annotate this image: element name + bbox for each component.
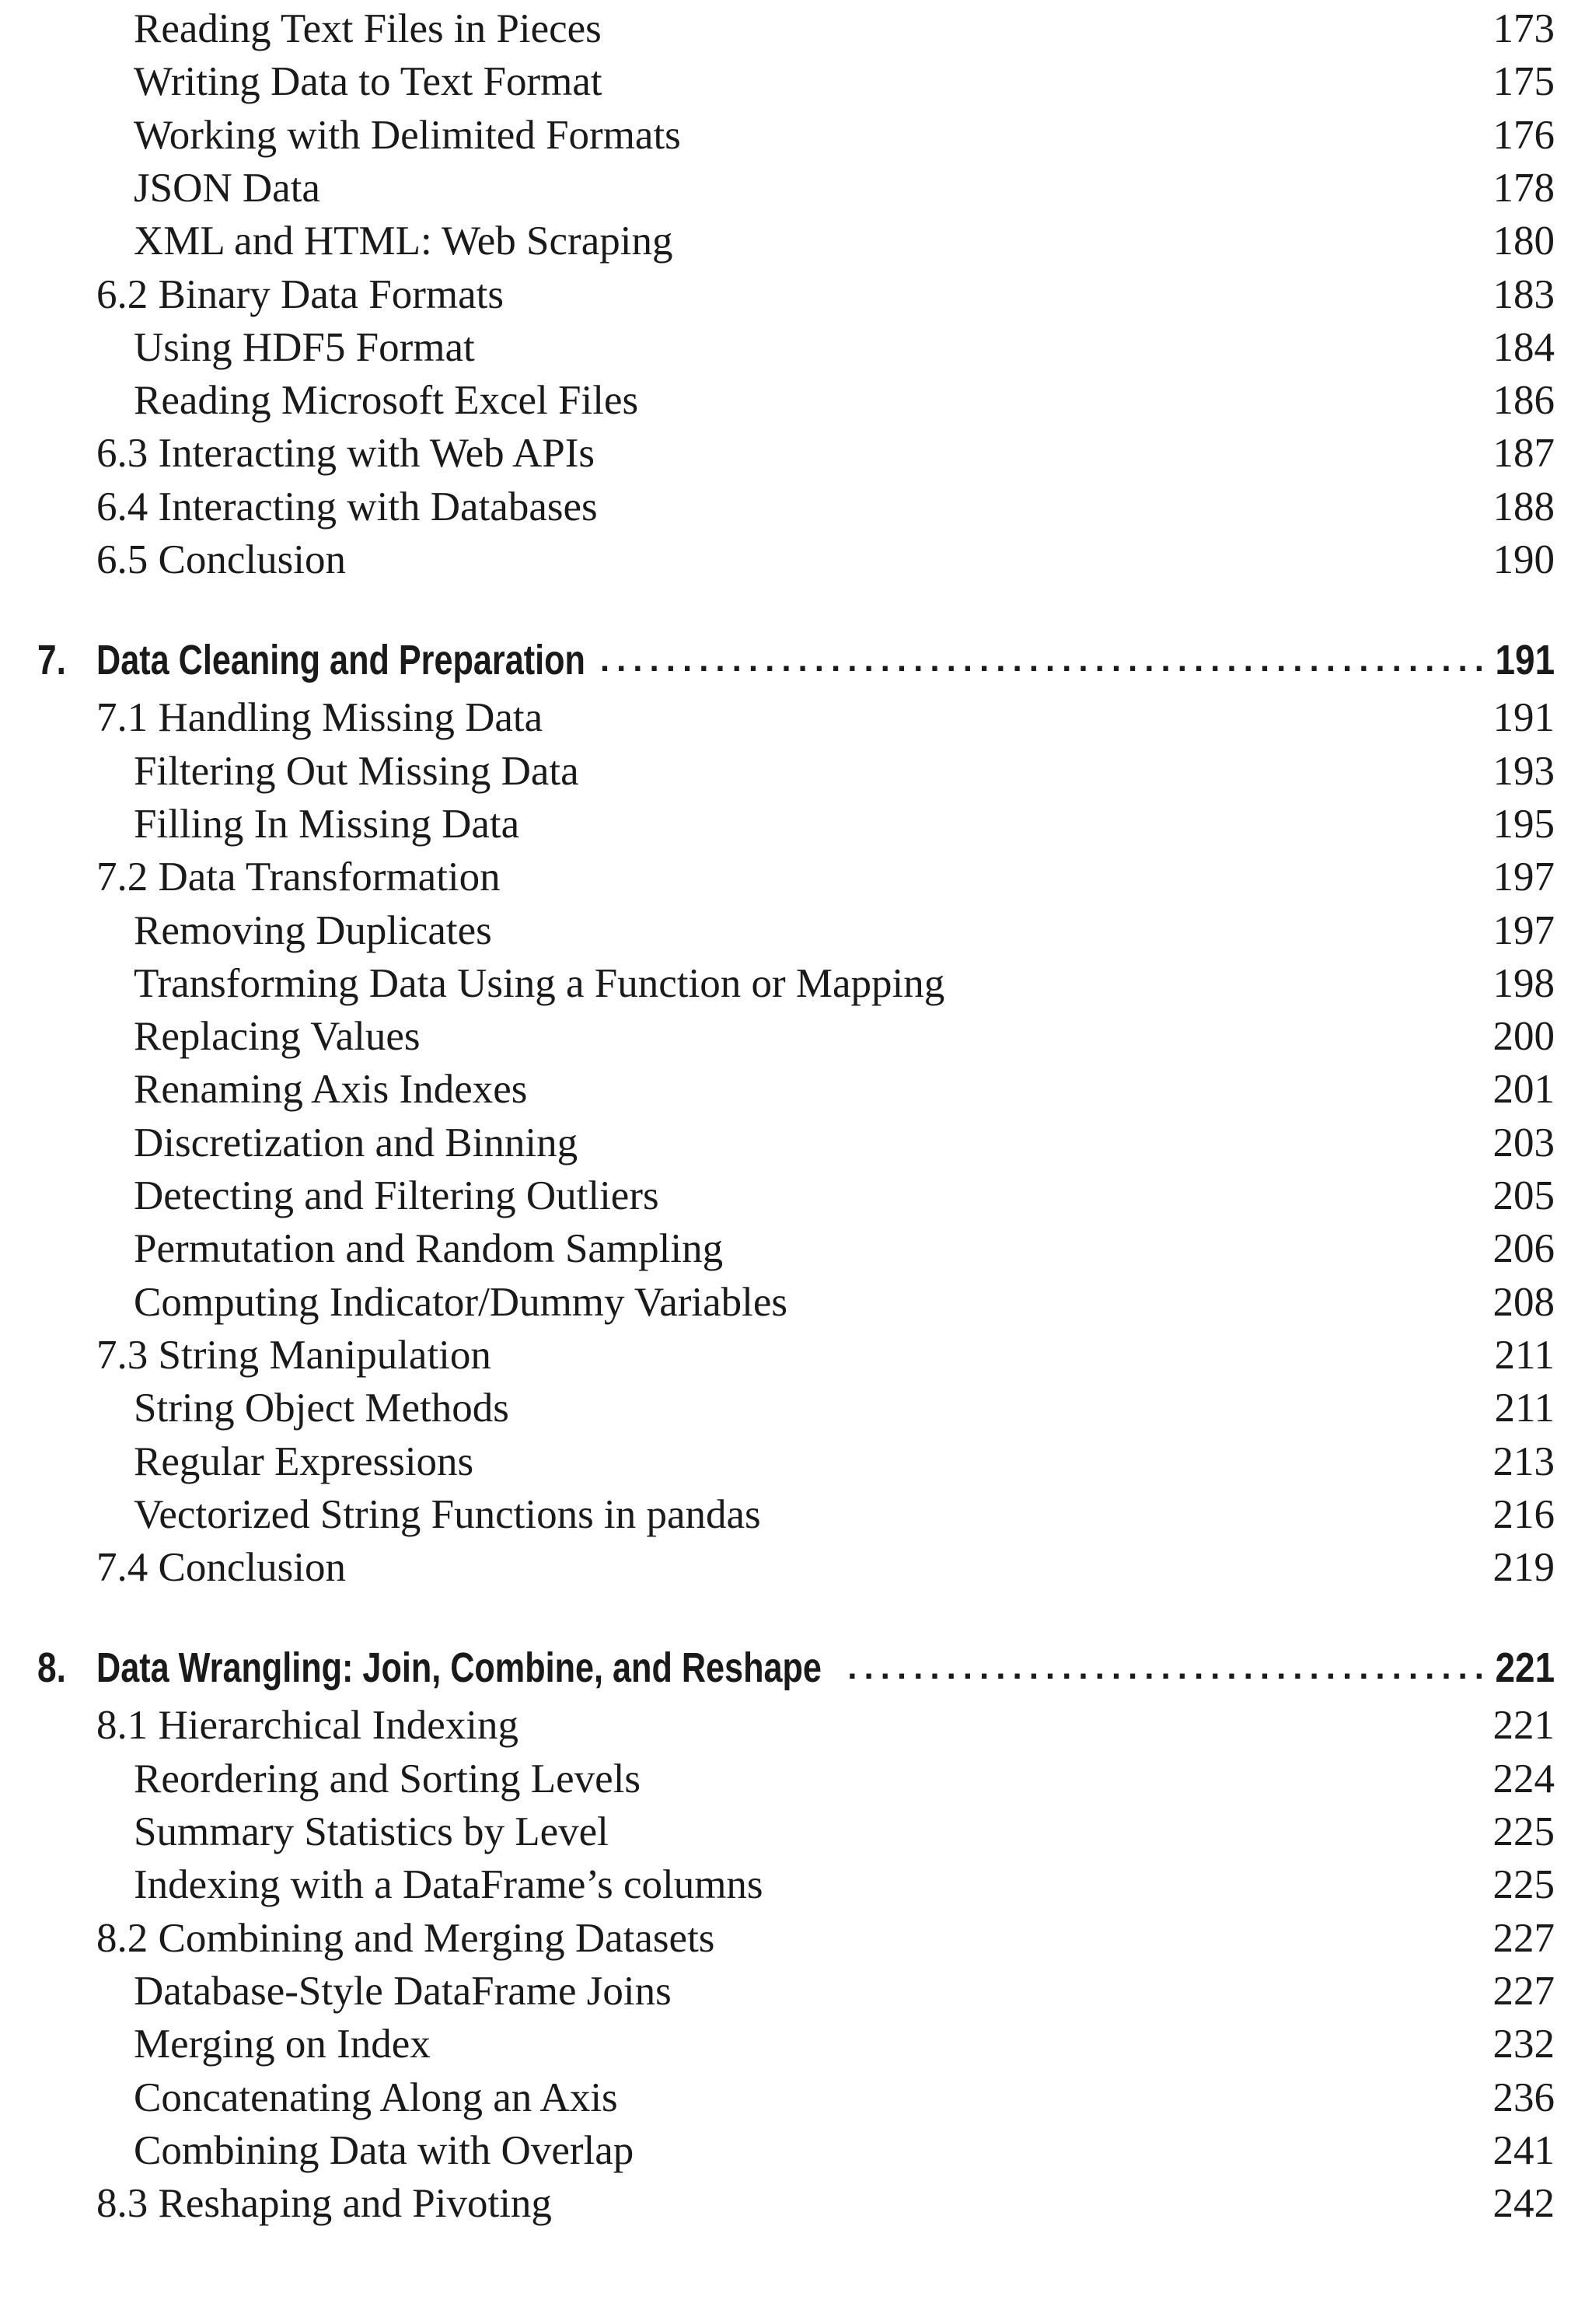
subsection-title: Permutation and Random Sampling — [134, 1226, 724, 1272]
subsection-title: Indexing with a DataFrame’s columns — [134, 1862, 763, 1908]
section-title: 6.5 Conclusion — [96, 537, 346, 582]
subsection-title: Writing Data to Text Format — [134, 59, 602, 105]
toc-subsection-row — [0, 1753, 1592, 1805]
toc-section-row — [0, 268, 1592, 321]
chapter-title: Data Wrangling: Join, Combine, and Reshape — [96, 1644, 822, 1692]
toc-subsection-row — [0, 1488, 1592, 1541]
subsection-title: String Object Methods — [134, 1386, 509, 1431]
section-title: 7.2 Data Transformation — [96, 854, 501, 900]
toc-subsection-row — [0, 1276, 1592, 1329]
section-title: 6.3 Interacting with Web APIs — [96, 431, 595, 477]
page-number: 221 — [1495, 1644, 1555, 1692]
toc-subsection-row — [0, 215, 1592, 267]
subsection-title: Reading Text Files in Pieces — [134, 6, 602, 51]
toc-subsection-row — [0, 745, 1592, 798]
page-number: 198 — [1492, 960, 1555, 1006]
subsection-title: Filling In Missing Data — [134, 801, 520, 847]
toc-subsection-row — [0, 162, 1592, 215]
page-number: 225 — [1492, 1862, 1555, 1908]
page-number: 173 — [1492, 6, 1555, 51]
toc-subsection-row — [0, 1435, 1592, 1488]
subsection-title: Detecting and Filtering Outliers — [134, 1173, 659, 1218]
toc-subsection-row — [0, 1117, 1592, 1169]
subsection-title: Computing Indicator/Dummy Variables — [134, 1279, 788, 1325]
toc-subsection-row — [0, 957, 1592, 1010]
toc-section-row — [0, 427, 1592, 480]
page-number: 242 — [1492, 2181, 1555, 2227]
toc-subsection-row — [0, 2, 1592, 55]
toc-subsection-row — [0, 1965, 1592, 2018]
page-number: 241 — [1492, 2127, 1555, 2173]
section-title: 7.3 String Manipulation — [96, 1332, 491, 1378]
dot-leader: ....................................... — [847, 1648, 1491, 1687]
toc-subsection-row — [0, 904, 1592, 957]
page-number: 201 — [1492, 1067, 1555, 1113]
page-number: 232 — [1492, 2022, 1555, 2067]
page-number: 190 — [1492, 537, 1555, 582]
page-number: 227 — [1492, 1968, 1555, 2014]
toc-subsection-row — [0, 1382, 1592, 1435]
page-number: 176 — [1492, 112, 1555, 158]
section-title: 8.3 Reshaping and Pivoting — [96, 2181, 552, 2227]
page-number: 191 — [1495, 637, 1555, 684]
page-number: 188 — [1492, 484, 1555, 529]
toc-section-row — [0, 1912, 1592, 1965]
page-number: 184 — [1492, 324, 1555, 370]
subsection-title: Summary Statistics by Level — [134, 1809, 609, 1854]
toc-section-row — [0, 1699, 1592, 1752]
subsection-title: Vectorized String Functions in pandas — [134, 1491, 761, 1537]
page-number: 221 — [1492, 1703, 1555, 1749]
toc-subsection-row — [0, 109, 1592, 162]
page-number: 205 — [1492, 1173, 1555, 1218]
subsection-title: Removing Duplicates — [134, 907, 492, 953]
toc-subsection-row — [0, 2071, 1592, 2124]
toc-subsection-row — [0, 374, 1592, 427]
toc-section-row — [0, 691, 1592, 744]
toc-subsection-row — [0, 798, 1592, 851]
toc-subsection-row — [0, 1063, 1592, 1116]
page-number: 187 — [1492, 431, 1555, 477]
page-number: 180 — [1492, 218, 1555, 264]
page-number: 216 — [1492, 1491, 1555, 1537]
page-number: 236 — [1492, 2074, 1555, 2120]
page-number: 195 — [1492, 801, 1555, 847]
toc-subsection-row — [0, 2018, 1592, 2071]
page-number: 200 — [1492, 1014, 1555, 1060]
toc-section-row — [0, 2177, 1592, 2230]
subsection-title: Renaming Axis Indexes — [134, 1067, 528, 1113]
page-number: 178 — [1492, 165, 1555, 211]
subsection-title: JSON Data — [134, 165, 320, 211]
section-title: 6.4 Interacting with Databases — [96, 484, 598, 529]
page-number: 203 — [1492, 1120, 1555, 1165]
page-number: 193 — [1492, 748, 1555, 794]
chapter-title: Data Cleaning and Preparation — [96, 637, 585, 684]
section-title: 7.4 Conclusion — [96, 1545, 346, 1591]
subsection-title: Transforming Data Using a Function or Mapping — [134, 960, 945, 1006]
chapter-number: 7. — [37, 637, 66, 684]
subsection-title: Discretization and Binning — [134, 1120, 578, 1165]
subsection-title: Database-Style DataFrame Joins — [134, 1968, 672, 2014]
page-number: 183 — [1492, 271, 1555, 317]
page-number: 211 — [1494, 1332, 1555, 1378]
page-number: 224 — [1492, 1756, 1555, 1802]
toc-section-row — [0, 533, 1592, 586]
subsection-title: XML and HTML: Web Scraping — [134, 218, 673, 264]
page-number: 219 — [1492, 1545, 1555, 1591]
toc-section-row — [0, 481, 1592, 533]
section-title: 6.2 Binary Data Formats — [96, 271, 504, 317]
page-number: 213 — [1492, 1438, 1555, 1484]
subsection-title: Concatenating Along an Axis — [134, 2074, 618, 2120]
toc-chapter-row — [0, 1638, 1592, 1697]
page-number: 211 — [1494, 1386, 1555, 1431]
toc-subsection-row — [0, 2124, 1592, 2177]
toc-section-row — [0, 1329, 1592, 1382]
toc-section-row — [0, 1541, 1592, 1594]
page-number: 227 — [1492, 1915, 1555, 1961]
toc-subsection-row — [0, 321, 1592, 374]
page-number: 225 — [1492, 1809, 1555, 1854]
page-number: 186 — [1492, 378, 1555, 424]
page-number: 191 — [1492, 695, 1555, 741]
subsection-title: Merging on Index — [134, 2022, 431, 2067]
toc-section-row — [0, 851, 1592, 903]
section-title: 8.1 Hierarchical Indexing — [96, 1703, 519, 1749]
toc-chapter-row — [0, 631, 1592, 690]
subsection-title: Combining Data with Overlap — [134, 2127, 634, 2173]
dot-leader: ...................................................... — [599, 641, 1491, 680]
subsection-title: Filtering Out Missing Data — [134, 748, 579, 794]
subsection-title: Using HDF5 Format — [134, 324, 475, 370]
subsection-title: Working with Delimited Formats — [134, 112, 681, 158]
page-number: 206 — [1492, 1226, 1555, 1272]
section-title: 7.1 Handling Missing Data — [96, 695, 543, 741]
subsection-title: Reading Microsoft Excel Files — [134, 378, 639, 424]
chapter-number: 8. — [37, 1644, 66, 1692]
toc-subsection-row — [0, 1858, 1592, 1911]
toc-subsection-row — [0, 1222, 1592, 1275]
section-title: 8.2 Combining and Merging Datasets — [96, 1915, 715, 1961]
page-number: 197 — [1492, 907, 1555, 953]
subsection-title: Replacing Values — [134, 1014, 421, 1060]
subsection-title: Reordering and Sorting Levels — [134, 1756, 641, 1802]
toc-subsection-row — [0, 55, 1592, 108]
toc-subsection-row — [0, 1169, 1592, 1222]
page-number: 197 — [1492, 854, 1555, 900]
subsection-title: Regular Expressions — [134, 1438, 474, 1484]
toc-subsection-row — [0, 1805, 1592, 1858]
page-number: 175 — [1492, 59, 1555, 105]
page-number: 208 — [1492, 1279, 1555, 1325]
toc-subsection-row — [0, 1010, 1592, 1063]
